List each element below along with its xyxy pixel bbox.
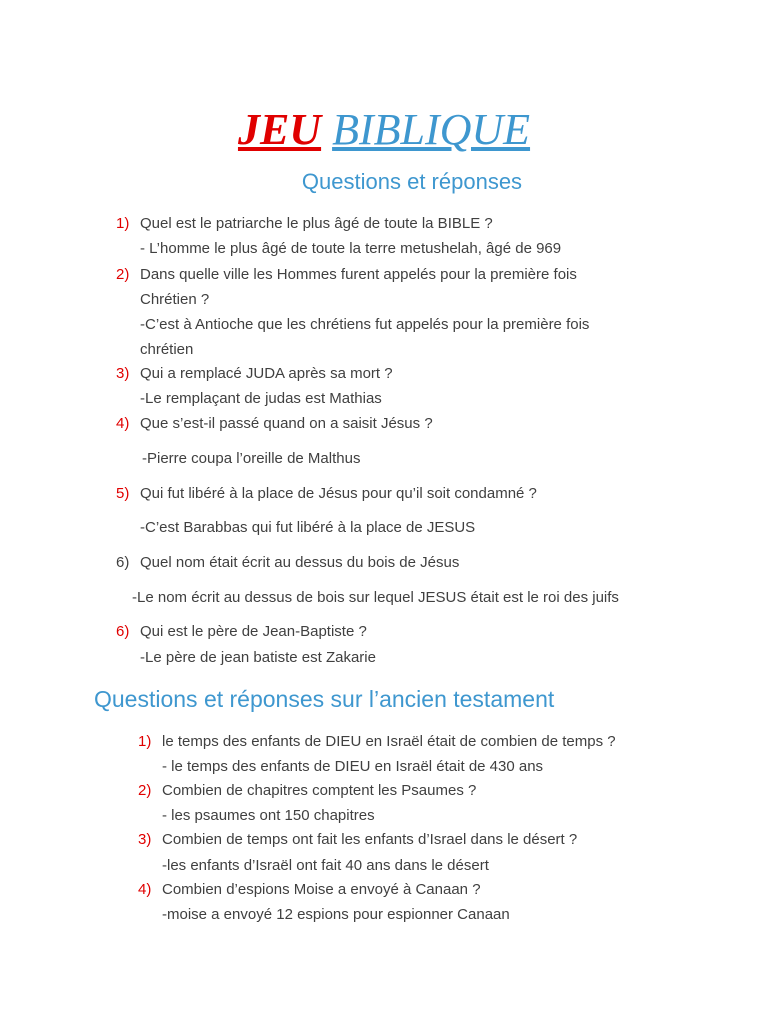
question-6 — [116, 553, 459, 573]
question-1 — [116, 214, 493, 234]
question-number: 6) — [116, 623, 130, 640]
question-5 — [116, 484, 537, 504]
question-number: 4) — [138, 881, 152, 898]
answer-3: -Le remplaçant de judas est Mathias — [140, 390, 382, 407]
section-title-ancien-testament: Questions et réponses sur l’ancien testament — [94, 686, 555, 712]
question-number: 3) — [138, 831, 152, 848]
ot-answer-2: - les psaumes ont 150 chapitres — [162, 807, 375, 824]
question-3 — [116, 364, 393, 384]
question-7 — [116, 622, 367, 642]
ot-question-3 — [138, 830, 577, 850]
answer-2-continued: chrétien — [140, 341, 194, 358]
question-text: Dans quelle ville les Hommes furent appelés pour la première fois — [140, 266, 577, 283]
answer-7: -Le père de jean batiste est Zakarie — [140, 649, 376, 666]
answer-6: -Le nom écrit au dessus de bois sur lequel JESUS était est le roi des juifs — [132, 589, 619, 606]
ot-answer-4: -moise a envoyé 12 espions pour espionner Canaan — [162, 906, 510, 923]
question-text: Qui fut libéré à la place de Jésus pour qu’il soit condamné ? — [140, 485, 537, 502]
question-text: Quel nom était écrit au dessus du bois de Jésus — [140, 554, 460, 571]
answer-2: -C’est à Antioche que les chrétiens fut appelés pour la première fois — [140, 316, 590, 333]
subtitle: Questions et réponses — [301, 169, 523, 194]
question-text: Quel est le patriarche le plus âgé de toute la BIBLE ? — [140, 215, 493, 232]
question-2-continued: Chrétien ? — [140, 291, 210, 308]
question-number: 6) — [116, 554, 130, 571]
question-number: 4) — [116, 415, 130, 432]
question-text: Qui a remplacé JUDA après sa mort ? — [140, 365, 393, 382]
ot-question-2 — [138, 781, 476, 801]
question-number: 3) — [116, 365, 130, 382]
question-2 — [116, 265, 577, 285]
ot-answer-3: -les enfants d’Israël ont fait 40 ans dans le désert — [162, 857, 489, 874]
ot-question-1 — [138, 732, 616, 752]
answer-4: -Pierre coupa l’oreille de Malthus — [142, 450, 361, 467]
answer-1: - L’homme le plus âgé de toute la terre metushelah, âgé de 969 — [140, 240, 562, 257]
question-text: Combien de temps ont fait les enfants d’Israel dans le désert ? — [162, 831, 578, 848]
question-text: Que s’est-il passé quand on a saisit Jésus ? — [140, 415, 433, 432]
question-4 — [116, 414, 433, 434]
title-word-jeu: JEU — [237, 105, 322, 154]
question-text: Combien d’espions Moise a envoyé à Canaan ? — [162, 881, 481, 898]
question-text: le temps des enfants de DIEU en Israël était de combien de temps ? — [162, 733, 616, 750]
answer-5: -C’est Barabbas qui fut libéré à la place de JESUS — [140, 519, 476, 536]
question-number: 2) — [116, 266, 130, 283]
question-number: 2) — [138, 782, 152, 799]
page-title — [0, 104, 768, 156]
question-number: 1) — [116, 215, 130, 232]
ot-answer-1: - le temps des enfants de DIEU en Israël était de 430 ans — [162, 758, 544, 775]
question-text: Qui est le père de Jean-Baptiste ? — [140, 623, 367, 640]
question-number: 5) — [116, 485, 130, 502]
question-text: Combien de chapitres comptent les Psaumes ? — [162, 782, 477, 799]
ot-question-4 — [138, 880, 481, 900]
title-word-biblique: BIBLIQUE — [332, 105, 531, 154]
question-number: 1) — [138, 733, 152, 750]
